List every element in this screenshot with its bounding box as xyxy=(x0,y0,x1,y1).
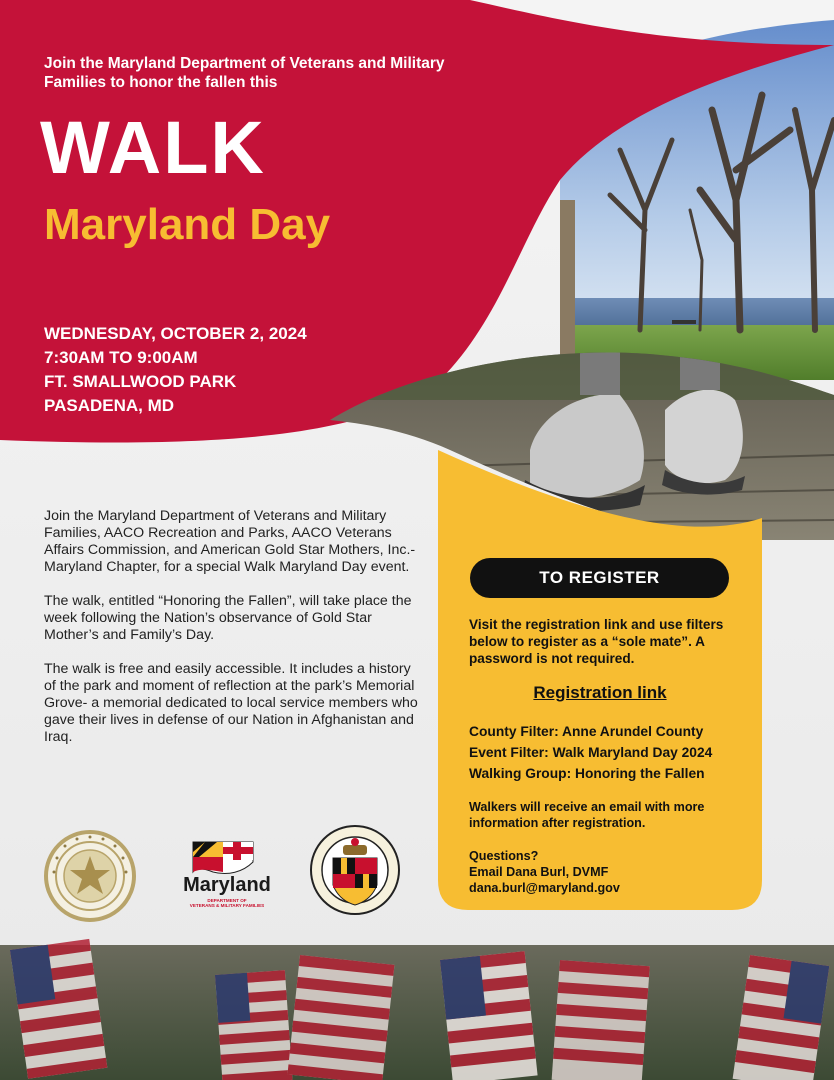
description-paragraph: Join the Maryland Department of Veterans and Military Families, AACO Recreation and Parks, AACO Veterans Affairs Commission, and American Gold Star Mothers, Inc.-Maryland Chapter, for a special Walk Maryland Day event. xyxy=(44,508,416,575)
event-time: 7:30AM TO 9:00AM xyxy=(44,348,198,367)
walking-group: Walking Group: Honoring the Fallen xyxy=(469,766,705,781)
event-venue: FT. SMALLWOOD PARK xyxy=(44,372,237,391)
registration-filters xyxy=(469,721,769,784)
county-seal-icon xyxy=(311,826,399,914)
event-subtitle: Maryland Day xyxy=(44,200,331,249)
contact-line: Email Dana Burl, DVMF xyxy=(469,865,609,879)
event-filter: Event Filter: Walk Maryland Day 2024 xyxy=(469,745,713,760)
event-date: WEDNESDAY, OCTOBER 2, 2024 xyxy=(44,324,307,343)
intro-text: Join the Maryland Department of Veterans and Military Families to honor the fallen this xyxy=(44,55,445,91)
county-filter: County Filter: Anne Arundel County xyxy=(469,724,704,739)
contact-block xyxy=(469,848,759,896)
event-city: PASADENA, MD xyxy=(44,396,175,415)
contact-email-link[interactable]: dana.burl@maryland.gov xyxy=(469,881,620,895)
department-line: DEPARTMENT OF xyxy=(207,898,247,903)
questions-label: Questions? xyxy=(469,849,539,863)
american-flags-photo xyxy=(0,939,834,1080)
maryland-flag-logo-icon xyxy=(193,842,253,874)
followup-note: Walkers will receive an email with more information after registration. xyxy=(469,800,705,830)
department-line: VETERANS & MILITARY FAMILIES xyxy=(189,903,265,909)
description-paragraph: The walk, entitled “Honoring the Fallen”, will take place the week following the Nation’s observance of Gold Star Mother’s and Family’s Day. xyxy=(44,593,412,643)
registration-instructions: Visit the registration link and use filters below to register as a “sole mate”. A password is not required. xyxy=(469,617,724,666)
maryland-logo-name: Maryland xyxy=(183,874,271,896)
event-details xyxy=(44,322,404,418)
description-paragraph: The walk is free and easily accessible. It includes a history of the park and moment of reflection at the park’s Memorial Grove- a memorial dedicated to local service members who gave their lives in defense of our Nation in Afghanistan and Iraq. xyxy=(44,661,418,745)
event-description xyxy=(44,508,419,763)
event-title: WALK xyxy=(40,106,266,189)
gold-star-seal-icon xyxy=(46,832,134,920)
maryland-logo-department xyxy=(170,898,284,909)
registration-link[interactable]: Registration link xyxy=(533,683,667,702)
register-heading: TO REGISTER xyxy=(470,558,729,598)
